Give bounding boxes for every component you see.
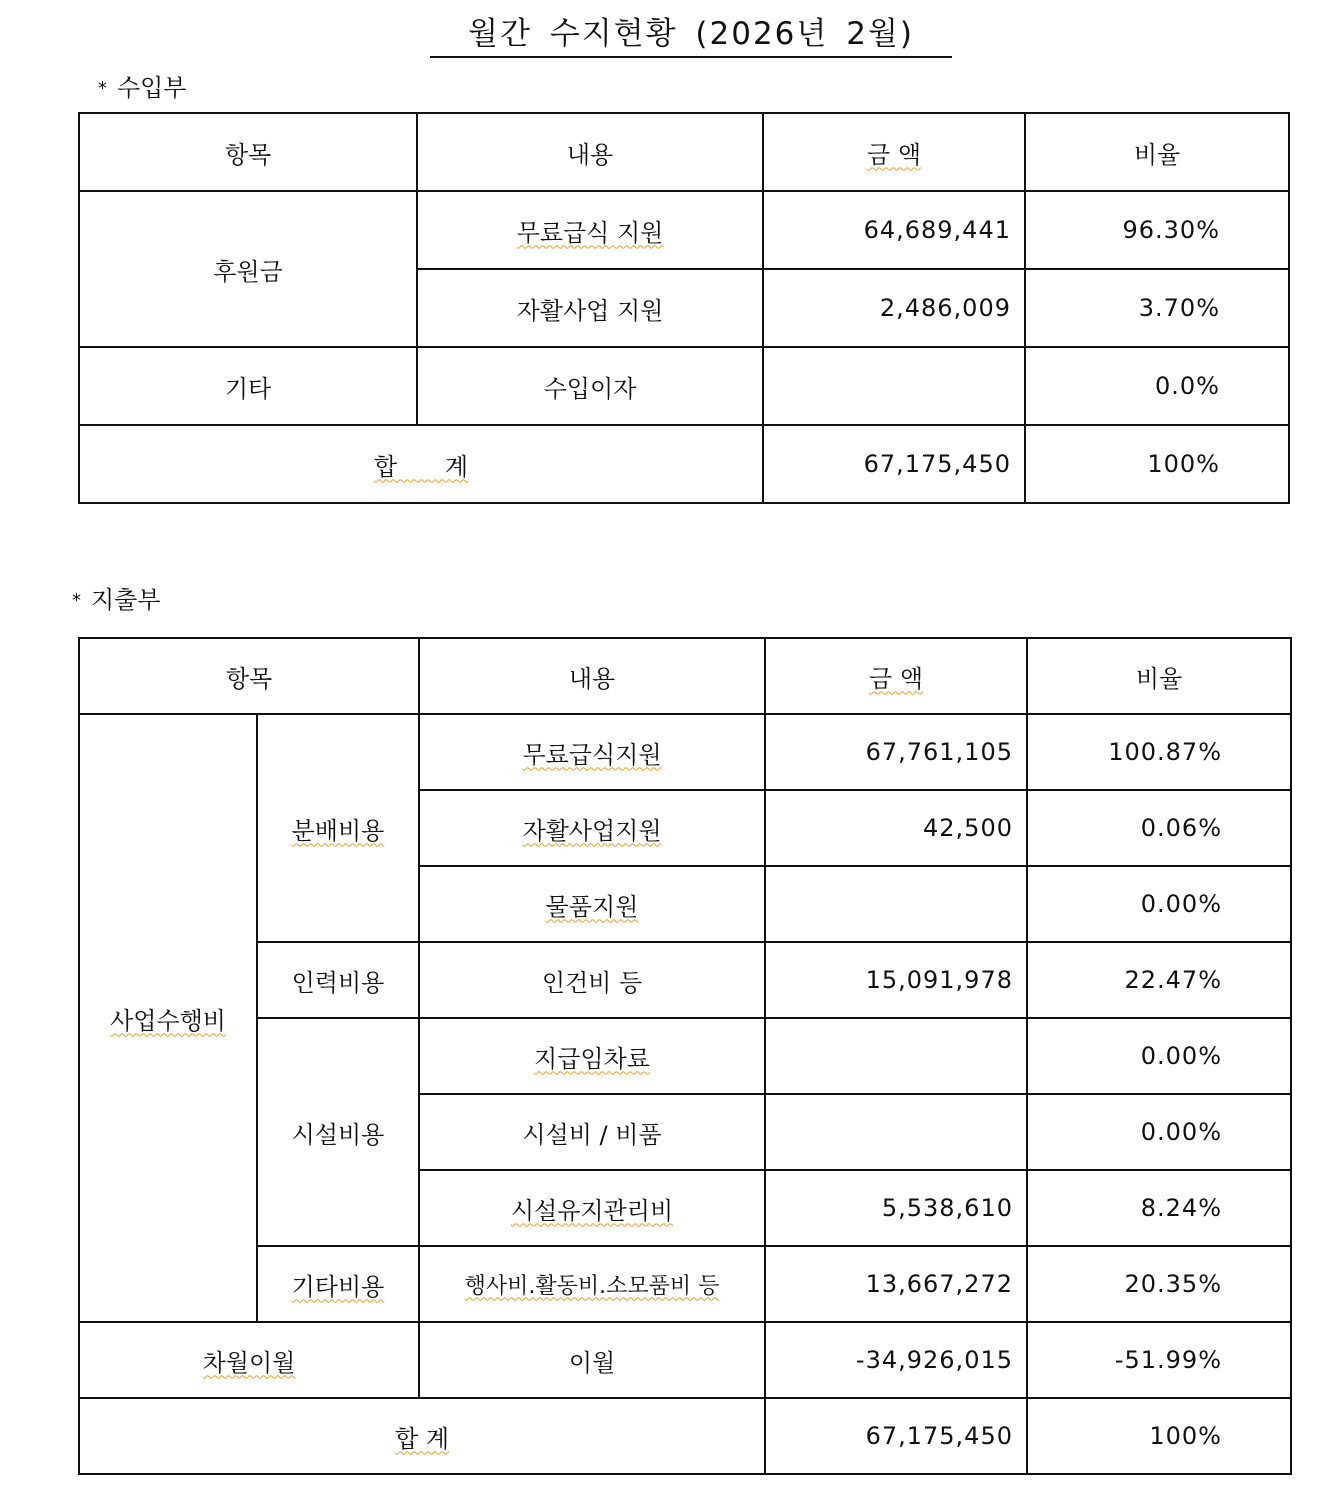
- bullet-icon: *: [72, 590, 81, 611]
- header-amount: 금 액: [765, 638, 1027, 714]
- carryover-item: 차월이월: [79, 1322, 419, 1398]
- subgroup-facility: 시설비용: [257, 1018, 419, 1246]
- row-content: 인건비 등: [419, 942, 765, 1018]
- header-content: 내용: [417, 113, 763, 191]
- row-content: 자활사업지원: [419, 790, 765, 866]
- table-header-row: [79, 638, 1291, 714]
- subgroup-misc: 기타비용: [257, 1246, 419, 1322]
- total-ratio: 100%: [1027, 1398, 1291, 1474]
- table-row: [79, 942, 1291, 1018]
- income-table: [78, 112, 1290, 504]
- row-amount: -34,926,015: [765, 1322, 1027, 1398]
- total-amount: 67,175,450: [765, 1398, 1027, 1474]
- row-ratio: 0.06%: [1027, 790, 1291, 866]
- subgroup-distribution: 분배비용: [257, 714, 419, 942]
- row-content: 행사비.활동비.소모품비 등: [419, 1246, 765, 1322]
- group-other: 기타: [79, 347, 417, 425]
- row-amount: [765, 1018, 1027, 1094]
- row-ratio: 3.70%: [1025, 269, 1289, 347]
- expense-section-label: [72, 585, 161, 616]
- row-amount: [765, 866, 1027, 942]
- row-ratio: 22.47%: [1027, 942, 1291, 1018]
- income-section-title: 수입부: [117, 74, 187, 102]
- table-row: [79, 714, 1291, 790]
- header-amount: 금 액: [763, 113, 1025, 191]
- row-amount: [765, 1094, 1027, 1170]
- row-content: 물품지원: [419, 866, 765, 942]
- row-ratio: -51.99%: [1027, 1322, 1291, 1398]
- row-amount: 67,761,105: [765, 714, 1027, 790]
- group-main: 사업수행비: [79, 714, 257, 1322]
- bullet-icon: *: [98, 78, 107, 99]
- row-ratio: 100.87%: [1027, 714, 1291, 790]
- row-content: 이월: [419, 1322, 765, 1398]
- row-ratio: 0.0%: [1025, 347, 1289, 425]
- carryover-row: [79, 1322, 1291, 1398]
- row-ratio: 0.00%: [1027, 1094, 1291, 1170]
- row-ratio: 8.24%: [1027, 1170, 1291, 1246]
- total-row: [79, 425, 1289, 503]
- table-header-row: [79, 113, 1289, 191]
- row-content: 무료급식지원: [419, 714, 765, 790]
- row-amount: 15,091,978: [765, 942, 1027, 1018]
- page-title: 월간 수지현황 (2026년 2월): [430, 14, 952, 58]
- row-ratio: 20.35%: [1027, 1246, 1291, 1322]
- header-item: 항목: [79, 638, 419, 714]
- header-content: 내용: [419, 638, 765, 714]
- income-section-label: [98, 73, 187, 104]
- row-amount: 2,486,009: [763, 269, 1025, 347]
- table-row: [79, 347, 1289, 425]
- row-amount: 5,538,610: [765, 1170, 1027, 1246]
- row-ratio: 96.30%: [1025, 191, 1289, 269]
- total-label: 합 계: [79, 425, 763, 503]
- header-ratio: 비율: [1027, 638, 1291, 714]
- row-content: 수입이자: [417, 347, 763, 425]
- total-label: 합 계: [79, 1398, 765, 1474]
- row-amount: [763, 347, 1025, 425]
- expense-section-title: 지출부: [91, 586, 161, 614]
- total-amount: 67,175,450: [763, 425, 1025, 503]
- total-ratio: 100%: [1025, 425, 1289, 503]
- subgroup-personnel: 인력비용: [257, 942, 419, 1018]
- row-amount: 42,500: [765, 790, 1027, 866]
- row-amount: 13,667,272: [765, 1246, 1027, 1322]
- header-ratio: 비율: [1025, 113, 1289, 191]
- total-row: [79, 1398, 1291, 1474]
- row-amount: 64,689,441: [763, 191, 1025, 269]
- row-content: 자활사업 지원: [417, 269, 763, 347]
- row-content: 지급임차료: [419, 1018, 765, 1094]
- table-row: [79, 1246, 1291, 1322]
- row-content: 시설유지관리비: [419, 1170, 765, 1246]
- row-ratio: 0.00%: [1027, 1018, 1291, 1094]
- group-donation: 후원금: [79, 191, 417, 347]
- table-row: [79, 1018, 1291, 1094]
- row-content: 시설비 / 비품: [419, 1094, 765, 1170]
- row-ratio: 0.00%: [1027, 866, 1291, 942]
- header-item: 항목: [79, 113, 417, 191]
- expense-table: [78, 637, 1292, 1475]
- row-content: 무료급식 지원: [417, 191, 763, 269]
- table-row: [79, 191, 1289, 269]
